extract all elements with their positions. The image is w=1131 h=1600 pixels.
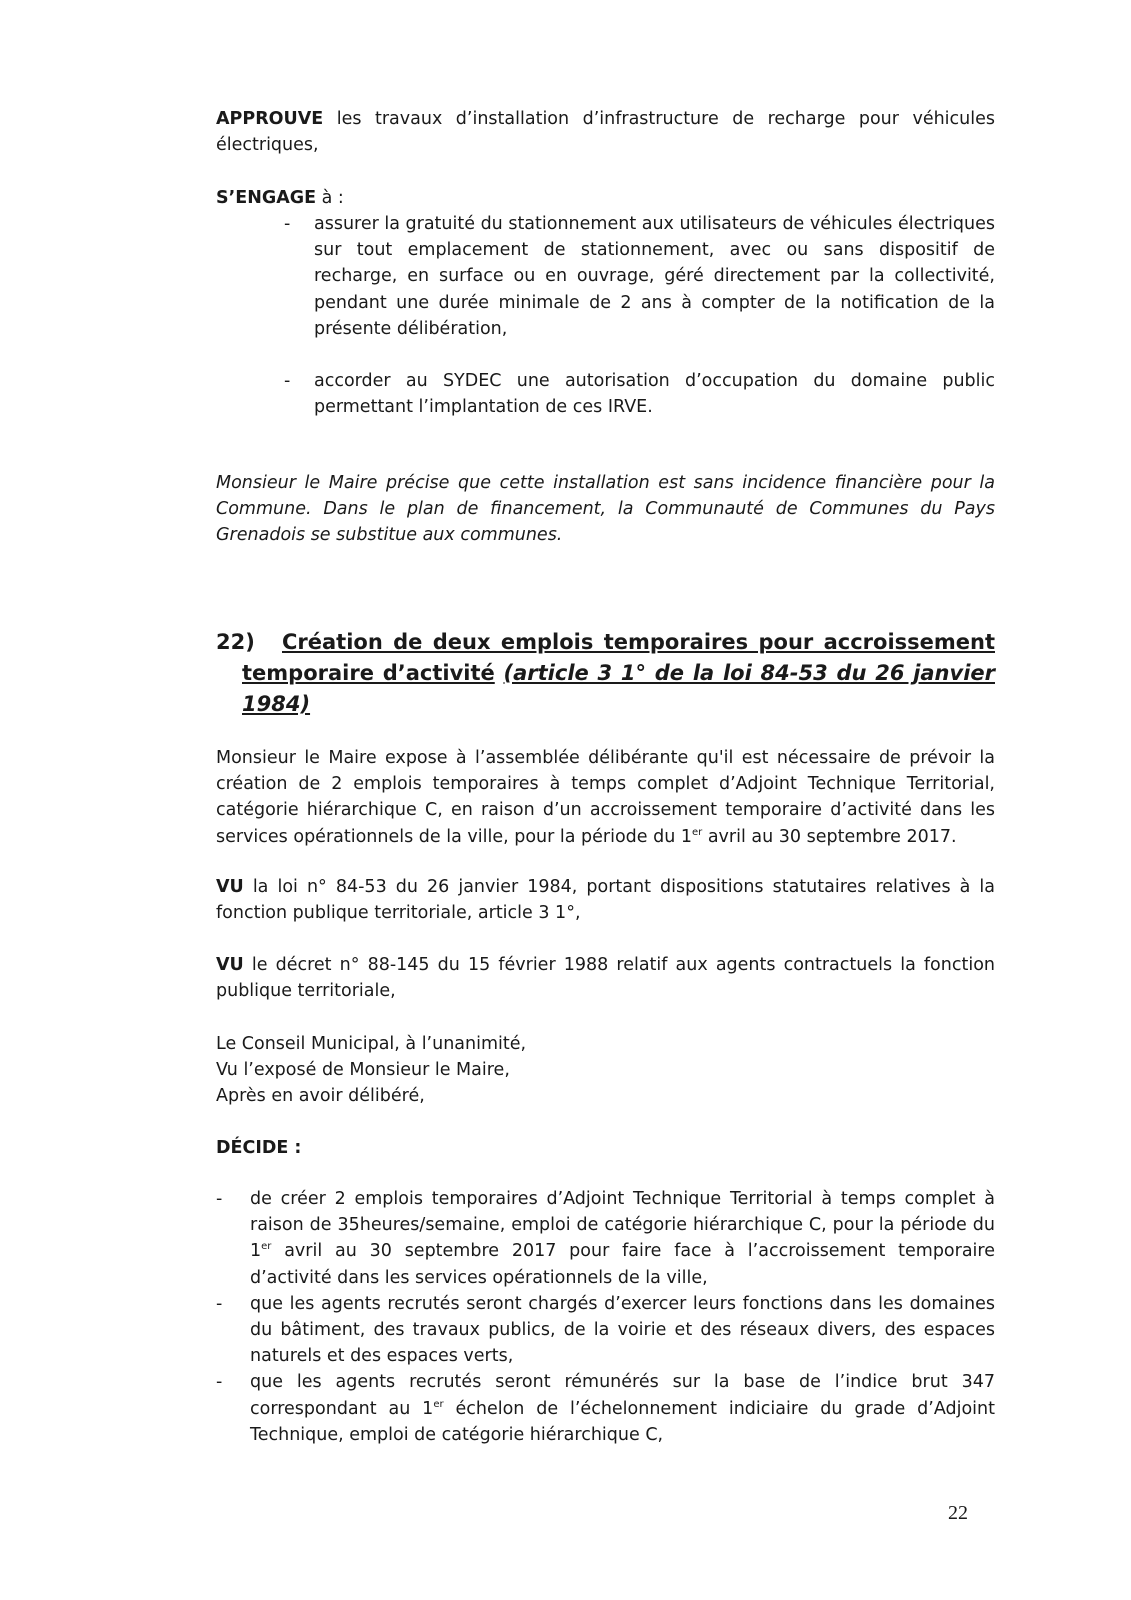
decide-item-text: échelon de l’échelonnement indiciaire du grade d’Adjoint Technique, emploi de catégorie hiérarchique C, bbox=[250, 1398, 995, 1445]
approuve-lead: APPROUVE bbox=[216, 109, 324, 129]
expose-text-b: avril au 30 septembre 2017. bbox=[702, 826, 957, 847]
engage-lead: S’ENGAGE bbox=[216, 188, 317, 208]
conseil-line: Vu l’exposé de Monsieur le Maire, bbox=[216, 1060, 510, 1081]
section-title-reference: (article 3 1° de la loi 84-53 du 26 janvier 1984) bbox=[242, 661, 995, 716]
superscript: er bbox=[692, 826, 703, 838]
engage-list bbox=[216, 211, 995, 420]
decide-item-text: de créer 2 emplois temporaires d’Adjoint Technique Territorial à temps complet à raison de 35heures/semaine, emploi de catégorie hiérarchique C, pour la période du 1 bbox=[250, 1189, 995, 1262]
engage-paragraph bbox=[216, 185, 995, 211]
approuve-text: les travaux d’installation d’infrastructure de recharge pour véhicules électriques, bbox=[216, 109, 995, 156]
approuve-paragraph bbox=[216, 106, 995, 158]
conseil-line: Le Conseil Municipal, à l’unanimité, bbox=[216, 1034, 527, 1054]
engage-item-text: assurer la gratuité du stationnement aux utilisateurs de véhicules électriques sur tout emplacement de stationnement, avec ou sans dispositif de recharge, en surface ou en ouvrage, géré directement par la collectivité, pendant une durée minimale de 2 ans à compter de la notification de la présente délibération, bbox=[314, 214, 996, 339]
section-number: 22) bbox=[216, 630, 255, 654]
dash-bullet: - bbox=[216, 1372, 223, 1393]
dash-bullet: - bbox=[284, 214, 291, 234]
dash-bullet: - bbox=[284, 371, 291, 392]
engage-text: à : bbox=[316, 188, 344, 208]
expose-paragraph bbox=[216, 745, 995, 850]
list-item bbox=[216, 1291, 995, 1370]
dash-bullet: - bbox=[216, 1189, 223, 1209]
dash-bullet: - bbox=[216, 1293, 223, 1314]
decide-item-text: que les agents recrutés seront chargés d’exercer leurs fonctions dans les domaines du bâtiment, des travaux publics, de la voirie et des réseaux divers, des espaces naturels et des espaces verts, bbox=[250, 1293, 995, 1367]
decide-item-text: que les agents recrutés seront rémunérés sur la base de l’indice brut 347 correspondant au 1 bbox=[250, 1372, 995, 1419]
expose-text-a: Monsieur le Maire expose à l’assemblée délibérante qu'il est nécessaire de prévoir la création de 2 emplois temporaires à temps complet d’Adjoint Technique Territorial, catégorie hiérarchique C, en raison d’un accroissement temporaire d’activité dans les services opérationnels de la ville, pour la période du 1 bbox=[216, 748, 995, 847]
conseil-block bbox=[216, 1031, 995, 1110]
decide-heading bbox=[216, 1135, 995, 1161]
decide-label: DÉCIDE : bbox=[216, 1138, 302, 1158]
superscript: er bbox=[261, 1241, 272, 1253]
engage-item-text: accorder au SYDEC une autorisation d’occupation du domaine public permettant l’implantation de ces IRVE. bbox=[314, 371, 995, 418]
maire-note: Monsieur le Maire précise que cette installation est sans incidence financière pour la Commune. Dans le plan de financement, la Communauté de Communes du Pays Grenadois se substitue aux communes. bbox=[216, 473, 995, 546]
section-heading bbox=[216, 627, 995, 720]
list-item bbox=[216, 1369, 995, 1448]
section-title bbox=[216, 627, 995, 720]
vu-loi-paragraph bbox=[216, 874, 995, 926]
vu-text: le décret n° 88-145 du 15 février 1988 relatif aux agents contractuels la fonction publique territoriale, bbox=[216, 955, 995, 1002]
conseil-line: Après en avoir délibéré, bbox=[216, 1086, 425, 1107]
vu-lead: VU bbox=[216, 955, 244, 975]
list-item bbox=[216, 368, 995, 420]
list-item bbox=[216, 211, 995, 342]
decide-list bbox=[216, 1186, 995, 1448]
page-number: 22 bbox=[948, 1502, 968, 1524]
vu-decret-paragraph bbox=[216, 952, 995, 1004]
superscript: er bbox=[433, 1398, 444, 1410]
vu-text: la loi n° 84-53 du 26 janvier 1984, portant dispositions statutaires relatives à la fonction publique territoriale, article 3 1°, bbox=[216, 877, 995, 924]
document-page bbox=[216, 0, 995, 1600]
decide-item-text: avril au 30 septembre 2017 pour faire face à l’accroissement temporaire d’activité dans les services opérationnels de la ville, bbox=[250, 1241, 995, 1288]
section-title-text: Création de deux emplois temporaires pour accroissement temporaire d’activité bbox=[242, 630, 995, 685]
vu-lead: VU bbox=[216, 877, 244, 897]
list-item bbox=[216, 1186, 995, 1291]
